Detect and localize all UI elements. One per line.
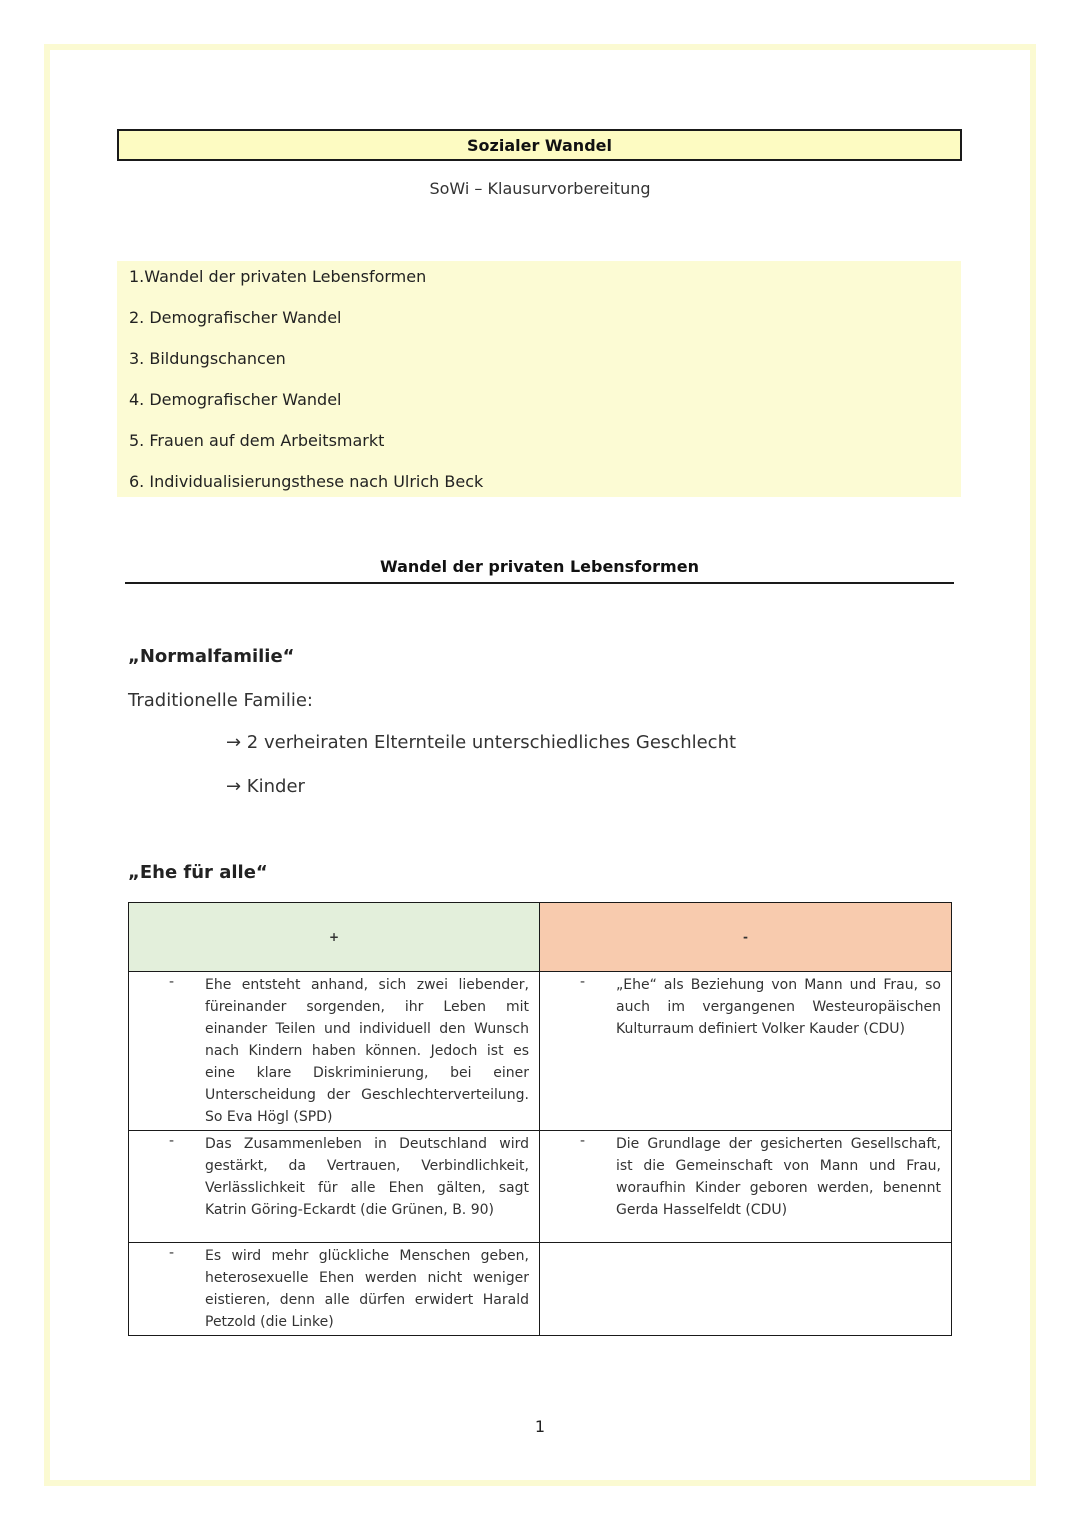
section-heading: Wandel der privaten Lebensformen	[380, 557, 699, 576]
toc-item-4: 4. Demografischer Wandel	[129, 390, 342, 409]
section-divider	[125, 582, 954, 584]
table-row	[129, 972, 952, 1131]
pro-column-header: +	[129, 903, 540, 972]
pro-cell	[129, 1131, 540, 1243]
toc-item-3: 3. Bildungschancen	[129, 349, 286, 368]
pro-contra-table	[128, 902, 952, 1336]
toc-item-5: 5. Frauen auf dem Arbeitsmarkt	[129, 431, 385, 450]
table-row	[129, 1131, 952, 1243]
document-title: Sozialer Wandel	[467, 135, 612, 155]
bullet-dash: -	[169, 1133, 175, 1149]
empty-contra-cell	[540, 1243, 952, 1336]
contra-cell	[540, 972, 952, 1131]
page-number: 1	[534, 1417, 546, 1436]
pro-cell	[129, 972, 540, 1131]
toc-item-2: 2. Demografischer Wandel	[129, 308, 342, 327]
table-row	[129, 1243, 952, 1336]
table-of-contents	[117, 261, 961, 497]
pro-argument: Das Zusammenleben in Deutschland wird gestärkt, da Vertrauen, Verbindlichkeit, Verlässlichkeit für alle Ehen gälten, sagt Katrin Göring-Eckardt (die Grünen, B. 90)	[205, 1136, 529, 1218]
normalfamilie-heading: „Normalfamilie“	[128, 646, 295, 667]
bullet-dash: -	[169, 974, 175, 990]
bullet-dash: -	[580, 974, 586, 990]
family-point-parents: → 2 verheiraten Elternteile unterschiedliches Geschlecht	[226, 732, 737, 753]
document-subtitle: SoWi – Klausurvorbereitung	[429, 179, 651, 198]
bullet-dash: -	[580, 1133, 586, 1149]
contra-column-header: -	[540, 903, 952, 972]
ehe-fuer-alle-heading: „Ehe für alle“	[128, 862, 268, 883]
toc-item-6: 6. Individualisierungsthese nach Ulrich Beck	[129, 472, 484, 491]
contra-cell	[540, 1131, 952, 1243]
pro-argument: Es wird mehr glückliche Menschen geben, heterosexuelle Ehen werden nicht weniger eistieren, denn alle dürfen erwidert Harald Petzold (die Linke)	[205, 1248, 529, 1330]
contra-argument: „Ehe“ als Beziehung von Mann und Frau, so auch im vergangenen Westeuropäischen Kulturraum definiert Volker Kauder (CDU)	[616, 977, 941, 1037]
document-title-box	[117, 129, 962, 161]
traditional-family-label: Traditionelle Familie:	[128, 690, 313, 711]
toc-item-1: 1.Wandel der privaten Lebensformen	[129, 267, 427, 286]
pro-argument: Ehe entsteht anhand, sich zwei liebender, füreinander sorgenden, ihr Leben mit einander Teilen und individuell den Wunsch nach Kindern haben können. Jedoch ist es eine klare Diskriminierung, bei einer Unterscheidung der Geschlechterverteilung. So Eva Högl (SPD)	[205, 977, 529, 1125]
family-point-children: → Kinder	[226, 776, 305, 797]
bullet-dash: -	[169, 1245, 175, 1261]
contra-argument: Die Grundlage der gesicherten Gesellschaft, ist die Gemeinschaft von Mann und Frau, woraufhin Kinder geboren werden, benennt Gerda Hasselfeldt (CDU)	[616, 1136, 941, 1218]
pro-cell	[129, 1243, 540, 1336]
